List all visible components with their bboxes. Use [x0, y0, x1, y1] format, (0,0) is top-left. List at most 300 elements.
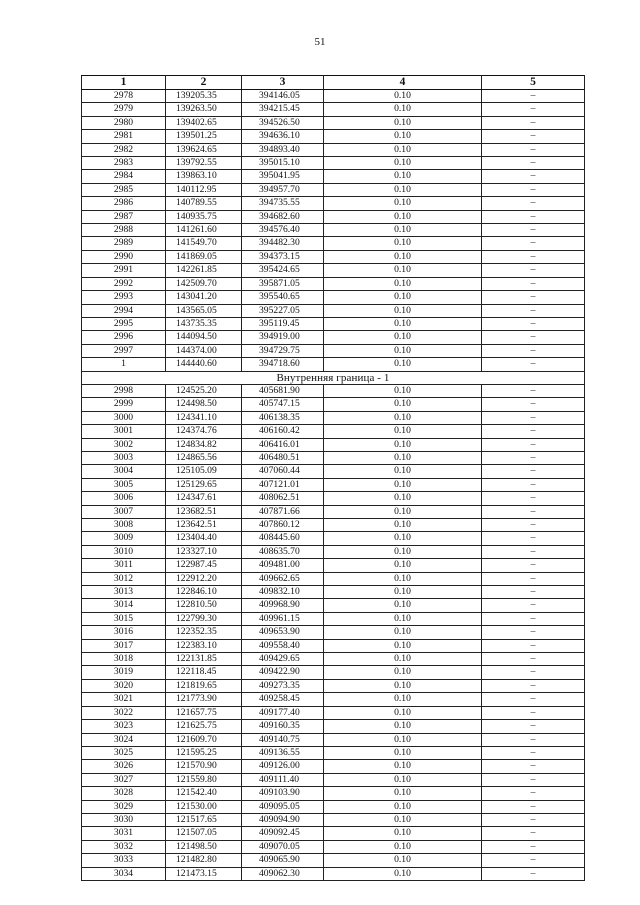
cell-note: – [482, 130, 585, 143]
cell-point-number: 2995 [82, 317, 166, 330]
cell-y-coordinate: 394735.55 [242, 197, 324, 210]
cell-point-number: 2993 [82, 291, 166, 304]
cell-point-number: 3001 [82, 425, 166, 438]
cell-point-number: 2997 [82, 344, 166, 357]
cell-note: – [482, 693, 585, 706]
cell-point-number: 3026 [82, 760, 166, 773]
cell-y-coordinate: 407871.66 [242, 505, 324, 518]
table-row [82, 827, 585, 840]
table-row [82, 224, 585, 237]
cell-note: – [482, 532, 585, 545]
cell-y-coordinate: 409273.35 [242, 679, 324, 692]
table-row [82, 706, 585, 719]
cell-point-number: 3002 [82, 438, 166, 451]
cell-note: – [482, 626, 585, 639]
cell-y-coordinate: 395227.05 [242, 304, 324, 317]
section-header-group [82, 371, 585, 384]
cell-note: – [482, 572, 585, 585]
cell-y-coordinate: 409558.40 [242, 639, 324, 652]
cell-note: – [482, 519, 585, 532]
cell-y-coordinate: 394729.75 [242, 344, 324, 357]
table-row [82, 679, 585, 692]
cell-accuracy: 0.10 [324, 519, 482, 532]
cell-x-coordinate: 121609.70 [166, 733, 242, 746]
cell-note: – [482, 599, 585, 612]
cell-y-coordinate: 409065.90 [242, 854, 324, 867]
cell-point-number: 3024 [82, 733, 166, 746]
cell-point-number: 2987 [82, 210, 166, 223]
cell-point-number: 3009 [82, 532, 166, 545]
cell-x-coordinate: 121773.90 [166, 693, 242, 706]
cell-x-coordinate: 121517.65 [166, 813, 242, 826]
cell-note: – [482, 854, 585, 867]
cell-point-number: 3010 [82, 545, 166, 558]
cell-point-number: 3005 [82, 478, 166, 491]
cell-point-number: 3004 [82, 465, 166, 478]
cell-accuracy: 0.10 [324, 438, 482, 451]
cell-accuracy: 0.10 [324, 760, 482, 773]
table-row [82, 854, 585, 867]
cell-point-number: 3032 [82, 840, 166, 853]
table-row [82, 572, 585, 585]
cell-x-coordinate: 124498.50 [166, 398, 242, 411]
cell-y-coordinate: 395041.95 [242, 170, 324, 183]
cell-point-number: 3019 [82, 666, 166, 679]
page-number: 51 [314, 36, 326, 48]
cell-x-coordinate: 139263.50 [166, 103, 242, 116]
section-title: Внутренняя граница - 1 [82, 371, 585, 384]
table-row [82, 787, 585, 800]
cell-x-coordinate: 121498.50 [166, 840, 242, 853]
cell-accuracy: 0.10 [324, 398, 482, 411]
cell-note: – [482, 760, 585, 773]
cell-y-coordinate: 394957.70 [242, 183, 324, 196]
cell-point-number: 3018 [82, 653, 166, 666]
table-row [82, 344, 585, 357]
cell-y-coordinate: 409095.05 [242, 800, 324, 813]
cell-note: – [482, 264, 585, 277]
cell-x-coordinate: 122118.45 [166, 666, 242, 679]
cell-note: – [482, 103, 585, 116]
cell-point-number: 2990 [82, 250, 166, 263]
cell-point-number: 2986 [82, 197, 166, 210]
cell-x-coordinate: 121657.75 [166, 706, 242, 719]
cell-accuracy: 0.10 [324, 559, 482, 572]
cell-accuracy: 0.10 [324, 143, 482, 156]
cell-accuracy: 0.10 [324, 599, 482, 612]
cell-accuracy: 0.10 [324, 733, 482, 746]
cell-x-coordinate: 122352.35 [166, 626, 242, 639]
cell-note: – [482, 679, 585, 692]
table-row [82, 492, 585, 505]
cell-point-number: 3015 [82, 612, 166, 625]
cell-note: – [482, 143, 585, 156]
cell-point-number: 2998 [82, 384, 166, 397]
cell-accuracy: 0.10 [324, 706, 482, 719]
cell-point-number: 3030 [82, 813, 166, 826]
cell-y-coordinate: 394682.60 [242, 210, 324, 223]
cell-y-coordinate: 394215.45 [242, 103, 324, 116]
cell-accuracy: 0.10 [324, 170, 482, 183]
table-row [82, 317, 585, 330]
table-row [82, 304, 585, 317]
cell-y-coordinate: 408445.60 [242, 532, 324, 545]
table-row [82, 653, 585, 666]
cell-y-coordinate: 395424.65 [242, 264, 324, 277]
cell-note: – [482, 197, 585, 210]
table-row [82, 639, 585, 652]
cell-point-number: 3003 [82, 451, 166, 464]
cell-accuracy: 0.10 [324, 291, 482, 304]
cell-x-coordinate: 121559.80 [166, 773, 242, 786]
cell-point-number: 2980 [82, 116, 166, 129]
cell-note: – [482, 840, 585, 853]
cell-note: – [482, 157, 585, 170]
cell-x-coordinate: 123327.10 [166, 545, 242, 558]
table-row [82, 760, 585, 773]
table-row [82, 116, 585, 129]
cell-y-coordinate: 408635.70 [242, 545, 324, 558]
cell-accuracy: 0.10 [324, 720, 482, 733]
cell-accuracy: 0.10 [324, 384, 482, 397]
table-header [82, 76, 585, 90]
cell-note: – [482, 398, 585, 411]
cell-point-number: 3034 [82, 867, 166, 880]
column-header-note: 5 [482, 76, 585, 90]
cell-x-coordinate: 122383.10 [166, 639, 242, 652]
table-row [82, 612, 585, 625]
table-row [82, 666, 585, 679]
table-row [82, 183, 585, 196]
cell-accuracy: 0.10 [324, 572, 482, 585]
table-row [82, 505, 585, 518]
cell-x-coordinate: 124865.56 [166, 451, 242, 464]
table-row [82, 411, 585, 424]
cell-y-coordinate: 395540.65 [242, 291, 324, 304]
cell-note: – [482, 116, 585, 129]
cell-note: – [482, 720, 585, 733]
cell-accuracy: 0.10 [324, 787, 482, 800]
cell-note: – [482, 451, 585, 464]
table-row [82, 237, 585, 250]
cell-accuracy: 0.10 [324, 639, 482, 652]
cell-note: – [482, 733, 585, 746]
cell-x-coordinate: 124374.76 [166, 425, 242, 438]
cell-y-coordinate: 406160.42 [242, 425, 324, 438]
table-row [82, 626, 585, 639]
cell-accuracy: 0.10 [324, 277, 482, 290]
table-row [82, 197, 585, 210]
cell-x-coordinate: 121507.05 [166, 827, 242, 840]
cell-accuracy: 0.10 [324, 586, 482, 599]
table-row [82, 250, 585, 263]
cell-note: – [482, 358, 585, 371]
column-header-point: 1 [82, 76, 166, 90]
table-row [82, 331, 585, 344]
cell-note: – [482, 653, 585, 666]
cell-x-coordinate: 139402.65 [166, 116, 242, 129]
cell-x-coordinate: 144094.50 [166, 331, 242, 344]
cell-y-coordinate: 409177.40 [242, 706, 324, 719]
cell-point-number: 2984 [82, 170, 166, 183]
table-row [82, 425, 585, 438]
cell-x-coordinate: 144374.00 [166, 344, 242, 357]
cell-accuracy: 0.10 [324, 237, 482, 250]
table-row [82, 867, 585, 880]
cell-y-coordinate: 409140.75 [242, 733, 324, 746]
cell-accuracy: 0.10 [324, 532, 482, 545]
table-row [82, 599, 585, 612]
table-row [82, 130, 585, 143]
cell-note: – [482, 183, 585, 196]
cell-point-number: 2996 [82, 331, 166, 344]
cell-point-number: 3031 [82, 827, 166, 840]
cell-accuracy: 0.10 [324, 425, 482, 438]
cell-point-number: 3013 [82, 586, 166, 599]
cell-x-coordinate: 122799.30 [166, 612, 242, 625]
cell-y-coordinate: 409422.90 [242, 666, 324, 679]
table-row [82, 693, 585, 706]
cell-y-coordinate: 405747.15 [242, 398, 324, 411]
cell-y-coordinate: 407060.44 [242, 465, 324, 478]
cell-y-coordinate: 409961.15 [242, 612, 324, 625]
cell-note: – [482, 559, 585, 572]
cell-y-coordinate: 394718.60 [242, 358, 324, 371]
column-header-y: 3 [242, 76, 324, 90]
cell-note: – [482, 384, 585, 397]
cell-point-number: 2994 [82, 304, 166, 317]
cell-point-number: 2992 [82, 277, 166, 290]
cell-accuracy: 0.10 [324, 197, 482, 210]
cell-x-coordinate: 142509.70 [166, 277, 242, 290]
cell-accuracy: 0.10 [324, 90, 482, 103]
cell-note: – [482, 344, 585, 357]
cell-y-coordinate: 409160.35 [242, 720, 324, 733]
cell-x-coordinate: 139863.10 [166, 170, 242, 183]
cell-x-coordinate: 125105.09 [166, 465, 242, 478]
cell-x-coordinate: 124341.10 [166, 411, 242, 424]
cell-y-coordinate: 395119.45 [242, 317, 324, 330]
cell-x-coordinate: 139501.25 [166, 130, 242, 143]
cell-y-coordinate: 394919.00 [242, 331, 324, 344]
cell-y-coordinate: 395871.05 [242, 277, 324, 290]
cell-note: – [482, 505, 585, 518]
cell-note: – [482, 706, 585, 719]
cell-x-coordinate: 123642.51 [166, 519, 242, 532]
cell-note: – [482, 304, 585, 317]
cell-y-coordinate: 409111.40 [242, 773, 324, 786]
cell-note: – [482, 224, 585, 237]
cell-x-coordinate: 123404.40 [166, 532, 242, 545]
cell-accuracy: 0.10 [324, 626, 482, 639]
column-header-x: 2 [166, 76, 242, 90]
cell-point-number: 3033 [82, 854, 166, 867]
cell-x-coordinate: 122846.10 [166, 586, 242, 599]
cell-point-number: 3008 [82, 519, 166, 532]
table-row [82, 398, 585, 411]
cell-point-number: 2982 [82, 143, 166, 156]
cell-note: – [482, 317, 585, 330]
cell-point-number: 2991 [82, 264, 166, 277]
cell-note: – [482, 250, 585, 263]
table-row [82, 773, 585, 786]
cell-note: – [482, 639, 585, 652]
cell-accuracy: 0.10 [324, 505, 482, 518]
cell-note: – [482, 612, 585, 625]
cell-accuracy: 0.10 [324, 224, 482, 237]
cell-y-coordinate: 394373.15 [242, 250, 324, 263]
table-row [82, 465, 585, 478]
cell-y-coordinate: 409062.30 [242, 867, 324, 880]
cell-x-coordinate: 124347.61 [166, 492, 242, 505]
table-row [82, 384, 585, 397]
cell-x-coordinate: 121819.65 [166, 679, 242, 692]
table-body-outer-boundary [82, 90, 585, 372]
table-body-inner-boundary [82, 384, 585, 880]
cell-y-coordinate: 408062.51 [242, 492, 324, 505]
cell-point-number: 3017 [82, 639, 166, 652]
cell-accuracy: 0.10 [324, 264, 482, 277]
cell-accuracy: 0.10 [324, 773, 482, 786]
cell-point-number: 2999 [82, 398, 166, 411]
table-row [82, 170, 585, 183]
cell-point-number: 3025 [82, 746, 166, 759]
cell-point-number: 2979 [82, 103, 166, 116]
cell-y-coordinate: 409103.90 [242, 787, 324, 800]
cell-note: – [482, 237, 585, 250]
cell-note: – [482, 90, 585, 103]
cell-note: – [482, 746, 585, 759]
cell-y-coordinate: 409094.90 [242, 813, 324, 826]
cell-x-coordinate: 121595.25 [166, 746, 242, 759]
coordinates-table [81, 75, 585, 881]
cell-accuracy: 0.10 [324, 813, 482, 826]
cell-note: – [482, 800, 585, 813]
cell-x-coordinate: 140112.95 [166, 183, 242, 196]
cell-accuracy: 0.10 [324, 331, 482, 344]
cell-note: – [482, 291, 585, 304]
cell-x-coordinate: 143041.20 [166, 291, 242, 304]
cell-x-coordinate: 142261.85 [166, 264, 242, 277]
cell-point-number: 2978 [82, 90, 166, 103]
table-row [82, 813, 585, 826]
cell-point-number: 3014 [82, 599, 166, 612]
cell-point-number: 3007 [82, 505, 166, 518]
cell-accuracy: 0.10 [324, 411, 482, 424]
cell-note: – [482, 425, 585, 438]
cell-accuracy: 0.10 [324, 827, 482, 840]
cell-y-coordinate: 405681.90 [242, 384, 324, 397]
cell-x-coordinate: 121530.00 [166, 800, 242, 813]
cell-point-number: 3011 [82, 559, 166, 572]
cell-accuracy: 0.10 [324, 840, 482, 853]
cell-y-coordinate: 394526.50 [242, 116, 324, 129]
cell-point-number: 2981 [82, 130, 166, 143]
cell-accuracy: 0.10 [324, 183, 482, 196]
cell-y-coordinate: 409126.00 [242, 760, 324, 773]
cell-point-number: 3006 [82, 492, 166, 505]
cell-y-coordinate: 407860.12 [242, 519, 324, 532]
cell-y-coordinate: 406480.51 [242, 451, 324, 464]
table-row [82, 210, 585, 223]
cell-x-coordinate: 141261.60 [166, 224, 242, 237]
cell-note: – [482, 666, 585, 679]
table-row [82, 291, 585, 304]
cell-x-coordinate: 140789.55 [166, 197, 242, 210]
cell-x-coordinate: 122987.45 [166, 559, 242, 572]
cell-accuracy: 0.10 [324, 103, 482, 116]
table-row [82, 586, 585, 599]
table-row [82, 720, 585, 733]
cell-note: – [482, 465, 585, 478]
cell-point-number: 3029 [82, 800, 166, 813]
cell-x-coordinate: 121482.80 [166, 854, 242, 867]
table-row [82, 90, 585, 103]
table-row [82, 157, 585, 170]
cell-x-coordinate: 124834.82 [166, 438, 242, 451]
table-row [82, 438, 585, 451]
cell-x-coordinate: 139205.35 [166, 90, 242, 103]
cell-point-number: 3020 [82, 679, 166, 692]
cell-accuracy: 0.10 [324, 304, 482, 317]
cell-point-number: 3016 [82, 626, 166, 639]
cell-accuracy: 0.10 [324, 157, 482, 170]
cell-x-coordinate: 122912.20 [166, 572, 242, 585]
table-row [82, 733, 585, 746]
cell-accuracy: 0.10 [324, 210, 482, 223]
cell-point-number: 3000 [82, 411, 166, 424]
column-header-accuracy: 4 [324, 76, 482, 90]
table-row [82, 746, 585, 759]
cell-y-coordinate: 394893.40 [242, 143, 324, 156]
cell-accuracy: 0.10 [324, 612, 482, 625]
cell-x-coordinate: 141869.05 [166, 250, 242, 263]
cell-point-number: 3027 [82, 773, 166, 786]
cell-x-coordinate: 121542.40 [166, 787, 242, 800]
cell-y-coordinate: 409653.90 [242, 626, 324, 639]
cell-accuracy: 0.10 [324, 358, 482, 371]
header-row [82, 76, 585, 90]
cell-note: – [482, 331, 585, 344]
table-row [82, 532, 585, 545]
cell-accuracy: 0.10 [324, 451, 482, 464]
cell-x-coordinate: 143735.35 [166, 317, 242, 330]
cell-point-number: 2988 [82, 224, 166, 237]
cell-note: – [482, 586, 585, 599]
cell-accuracy: 0.10 [324, 746, 482, 759]
table-row [82, 519, 585, 532]
cell-y-coordinate: 409258.45 [242, 693, 324, 706]
cell-accuracy: 0.10 [324, 800, 482, 813]
cell-accuracy: 0.10 [324, 478, 482, 491]
table-row [82, 358, 585, 371]
cell-accuracy: 0.10 [324, 545, 482, 558]
table-row [82, 545, 585, 558]
cell-x-coordinate: 125129.65 [166, 478, 242, 491]
cell-x-coordinate: 121473.15 [166, 867, 242, 880]
table-row [82, 451, 585, 464]
cell-point-number: 1 [82, 358, 166, 371]
cell-x-coordinate: 139624.65 [166, 143, 242, 156]
cell-accuracy: 0.10 [324, 317, 482, 330]
cell-note: – [482, 867, 585, 880]
cell-accuracy: 0.10 [324, 693, 482, 706]
cell-y-coordinate: 394636.10 [242, 130, 324, 143]
cell-accuracy: 0.10 [324, 666, 482, 679]
cell-accuracy: 0.10 [324, 492, 482, 505]
table-row [82, 103, 585, 116]
table-row [82, 478, 585, 491]
